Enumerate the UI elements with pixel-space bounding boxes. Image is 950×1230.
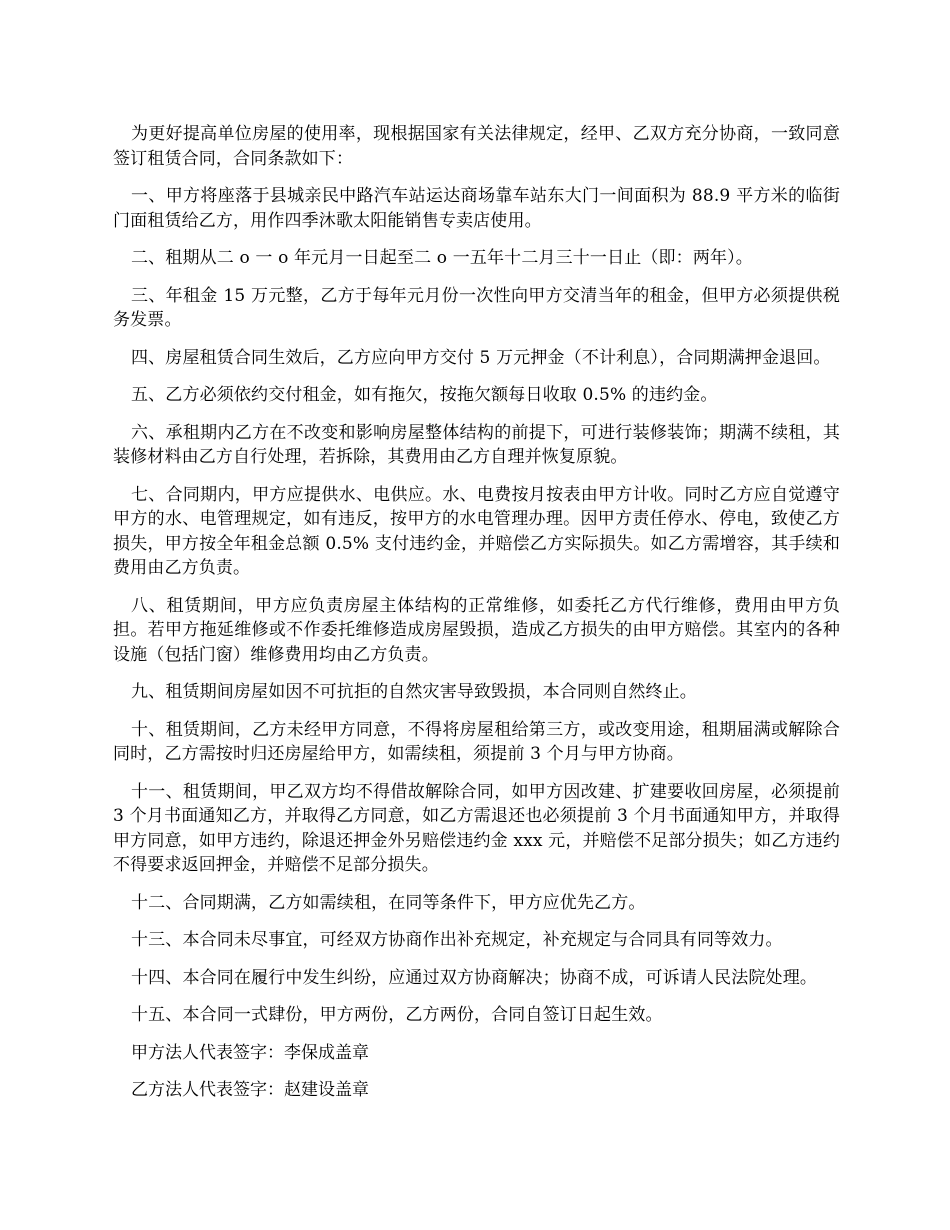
clause-14: 十四、本合同在履行中发生纠纷，应通过双方协商解决；协商不成，可诉请人民法院处理。 [131, 967, 817, 988]
intro-paragraph: 为更好提高单位房屋的使用率，现根据国家有关法律规定，经甲、乙双方充分协商，一致同意签订租赁合同，合同条款如下： [113, 124, 840, 169]
clause-3: 三、年租金 15 万元整，乙方于每年元月份一次性向甲方交清当年的租金，但甲方必须提供税务发票。 [113, 285, 840, 330]
clause-10: 十、租赁期间，乙方未经甲方同意，不得将房屋租给第三方，或改变用途，租期届满或解除合同时，乙方需按时归还房屋给甲方，如需续租，须提前 3 个月与甲方协商。 [113, 719, 840, 764]
clause-15: 十五、本合同一式肆份，甲方两份，乙方两份，合同自签订日起生效。 [131, 1005, 663, 1025]
clause-6: 六、承租期内乙方在不改变和影响房屋整体结构的前提下，可进行装修装饰；期满不续租，其装修材料由乙方自行处理，若拆除，其费用由乙方自理并恢复原貌。 [113, 422, 840, 467]
signature-party-a: 甲方法人代表签字：李保成盖章 [131, 1042, 369, 1063]
clause-4: 四、房屋租赁合同生效后，乙方应向甲方交付 5 万元押金（不计利息），合同期满押金退回。 [131, 347, 831, 368]
clause-8: 八、租赁期间，甲方应负责房屋主体结构的正常维修，如委托乙方代行维修，费用由甲方负担。若甲方拖延维修或不作委托维修造成房屋毁损，造成乙方损失的由甲方赔偿。其室内的各种设施（包括门窗）维修费用均由乙方负责。 [113, 595, 840, 665]
clause-5: 五、乙方必须依约交付租金，如有拖欠，按拖欠额每日收取 0.5% 的违约金。 [131, 385, 718, 405]
clause-12: 十二、合同期满，乙方如需续租，在同等条件下，甲方应优先乙方。 [131, 892, 646, 913]
signature-party-b: 乙方法人代表签字：赵建设盖章 [131, 1080, 369, 1100]
contract-document [113, 122, 840, 1116]
clause-9: 九、租赁期间房屋如因不可抗拒的自然灾害导致毁损，本合同则自然终止。 [131, 682, 697, 702]
clause-13: 十三、本合同未尽事宜，可经双方协商作出补充规定，补充规定与合同具有同等效力。 [131, 930, 783, 950]
clause-2: 二、租期从二 o 一 o 年元月一日起至二 o 一五年十二月三十一日止（即：两年）。 [131, 248, 753, 268]
clause-1: 一、甲方将座落于县城亲民中路汽车站运达商场靠车站东大门一间面积为 88.9 平方米的临街门面租赁给乙方，用作四季沐歌太阳能销售专卖店使用。 [113, 186, 840, 231]
clause-7: 七、合同期内，甲方应提供水、电供应。水、电费按月按表由甲方计收。同时乙方应自觉遵守甲方的水、电管理规定，如有违反，按甲方的水电管理办理。因甲方责任停水、停电，致使乙方损失，甲方按全年租金总额 0.5% 支付违约金，并赔偿乙方实际损失。如乙方需增容，其手续和费用由乙方负责。 [113, 484, 840, 578]
clause-11: 十一、租赁期间，甲乙双方均不得借故解除合同，如甲方因改建、扩建要收回房屋，必须提前 3 个月书面通知乙方，并取得乙方同意，如乙方需退还也必须提前 3 个月书面通知甲方，并取得甲方同意，如甲方违约，除退还押金外另赔偿违约金 xxx 元，并赔偿不足部分损失；如乙方违约不得要求返回押金，并赔偿不足部分损失。 [113, 781, 840, 875]
